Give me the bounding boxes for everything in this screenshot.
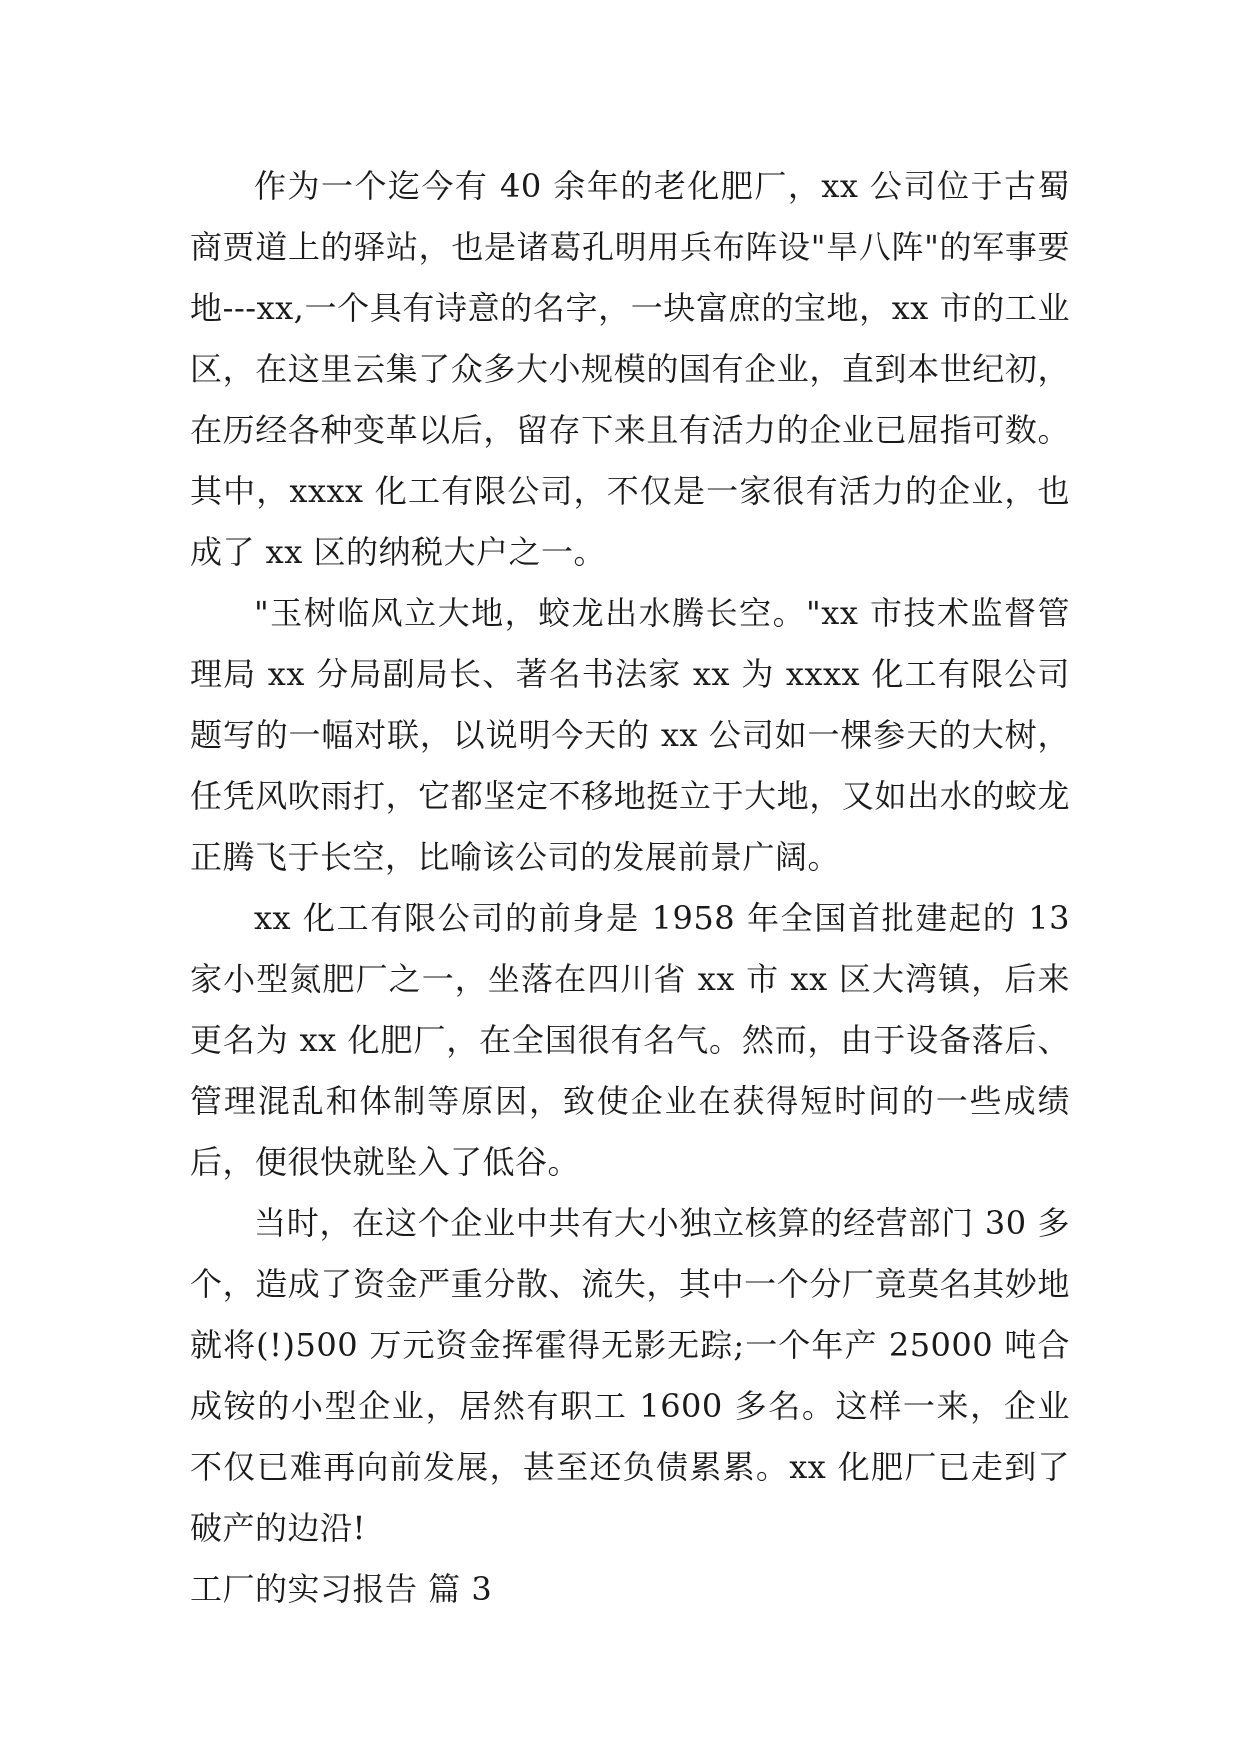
paragraph-2: "玉树临风立大地，蛟龙出水腾长空。"xx 市技术监督管理局 xx 分局副局长、著名书法家 xx 为 xxxx 化工有限公司题写的一幅对联，以说明今天的 xx 公司如一棵参天的大树，任凭风吹雨打，它都坚定不移地挺立于大地，又如出水的蛟龙正腾飞于长空，比喻该公司的发展前景广阔。 [190,594,1070,876]
paragraph-4: 当时，在这个企业中共有大小独立核算的经营部门 30 多个，造成了资金严重分散、流失，其中一个分厂竟莫名其妙地就将(!)500 万元资金挥霍得无影无踪;一个年产 25000 吨合成铵的小型企业，居然有职工 1600 多名。这样一来，企业不仅已难再向前发展，甚至还负债累累。xx 化肥厂已走到了破产的边沿! [190,1204,1070,1547]
document-body [190,156,1070,1620]
paragraph-3: xx 化工有限公司的前身是 1958 年全国首批建起的 13 家小型氮肥厂之一，坐落在四川省 xx 市 xx 区大湾镇，后来更名为 xx 化肥厂，在全国很有名气。然而，由于设备落后、管理混乱和体制等原因，致使企业在获得短时间的一些成绩后，便很快就坠入了低谷。 [190,899,1070,1181]
section-heading: 工厂的实习报告 篇 3 [190,1570,493,1608]
paragraph-1: 作为一个迄今有 40 余年的老化肥厂，xx 公司位于古蜀商贾道上的驿站，也是诸葛孔明用兵布阵设"旱八阵"的军事要地---xx,一个具有诗意的名字，一块富庶的宝地，xx 市的工业区，在这里云集了众多大小规模的国有企业，直到本世纪初，在历经各种变革以后，留存下来且有活力的企业已屈指可数。其中，xxxx 化工有限公司，不仅是一家很有活力的企业，也成了 xx 区的纳税大户之一。 [190,167,1070,571]
